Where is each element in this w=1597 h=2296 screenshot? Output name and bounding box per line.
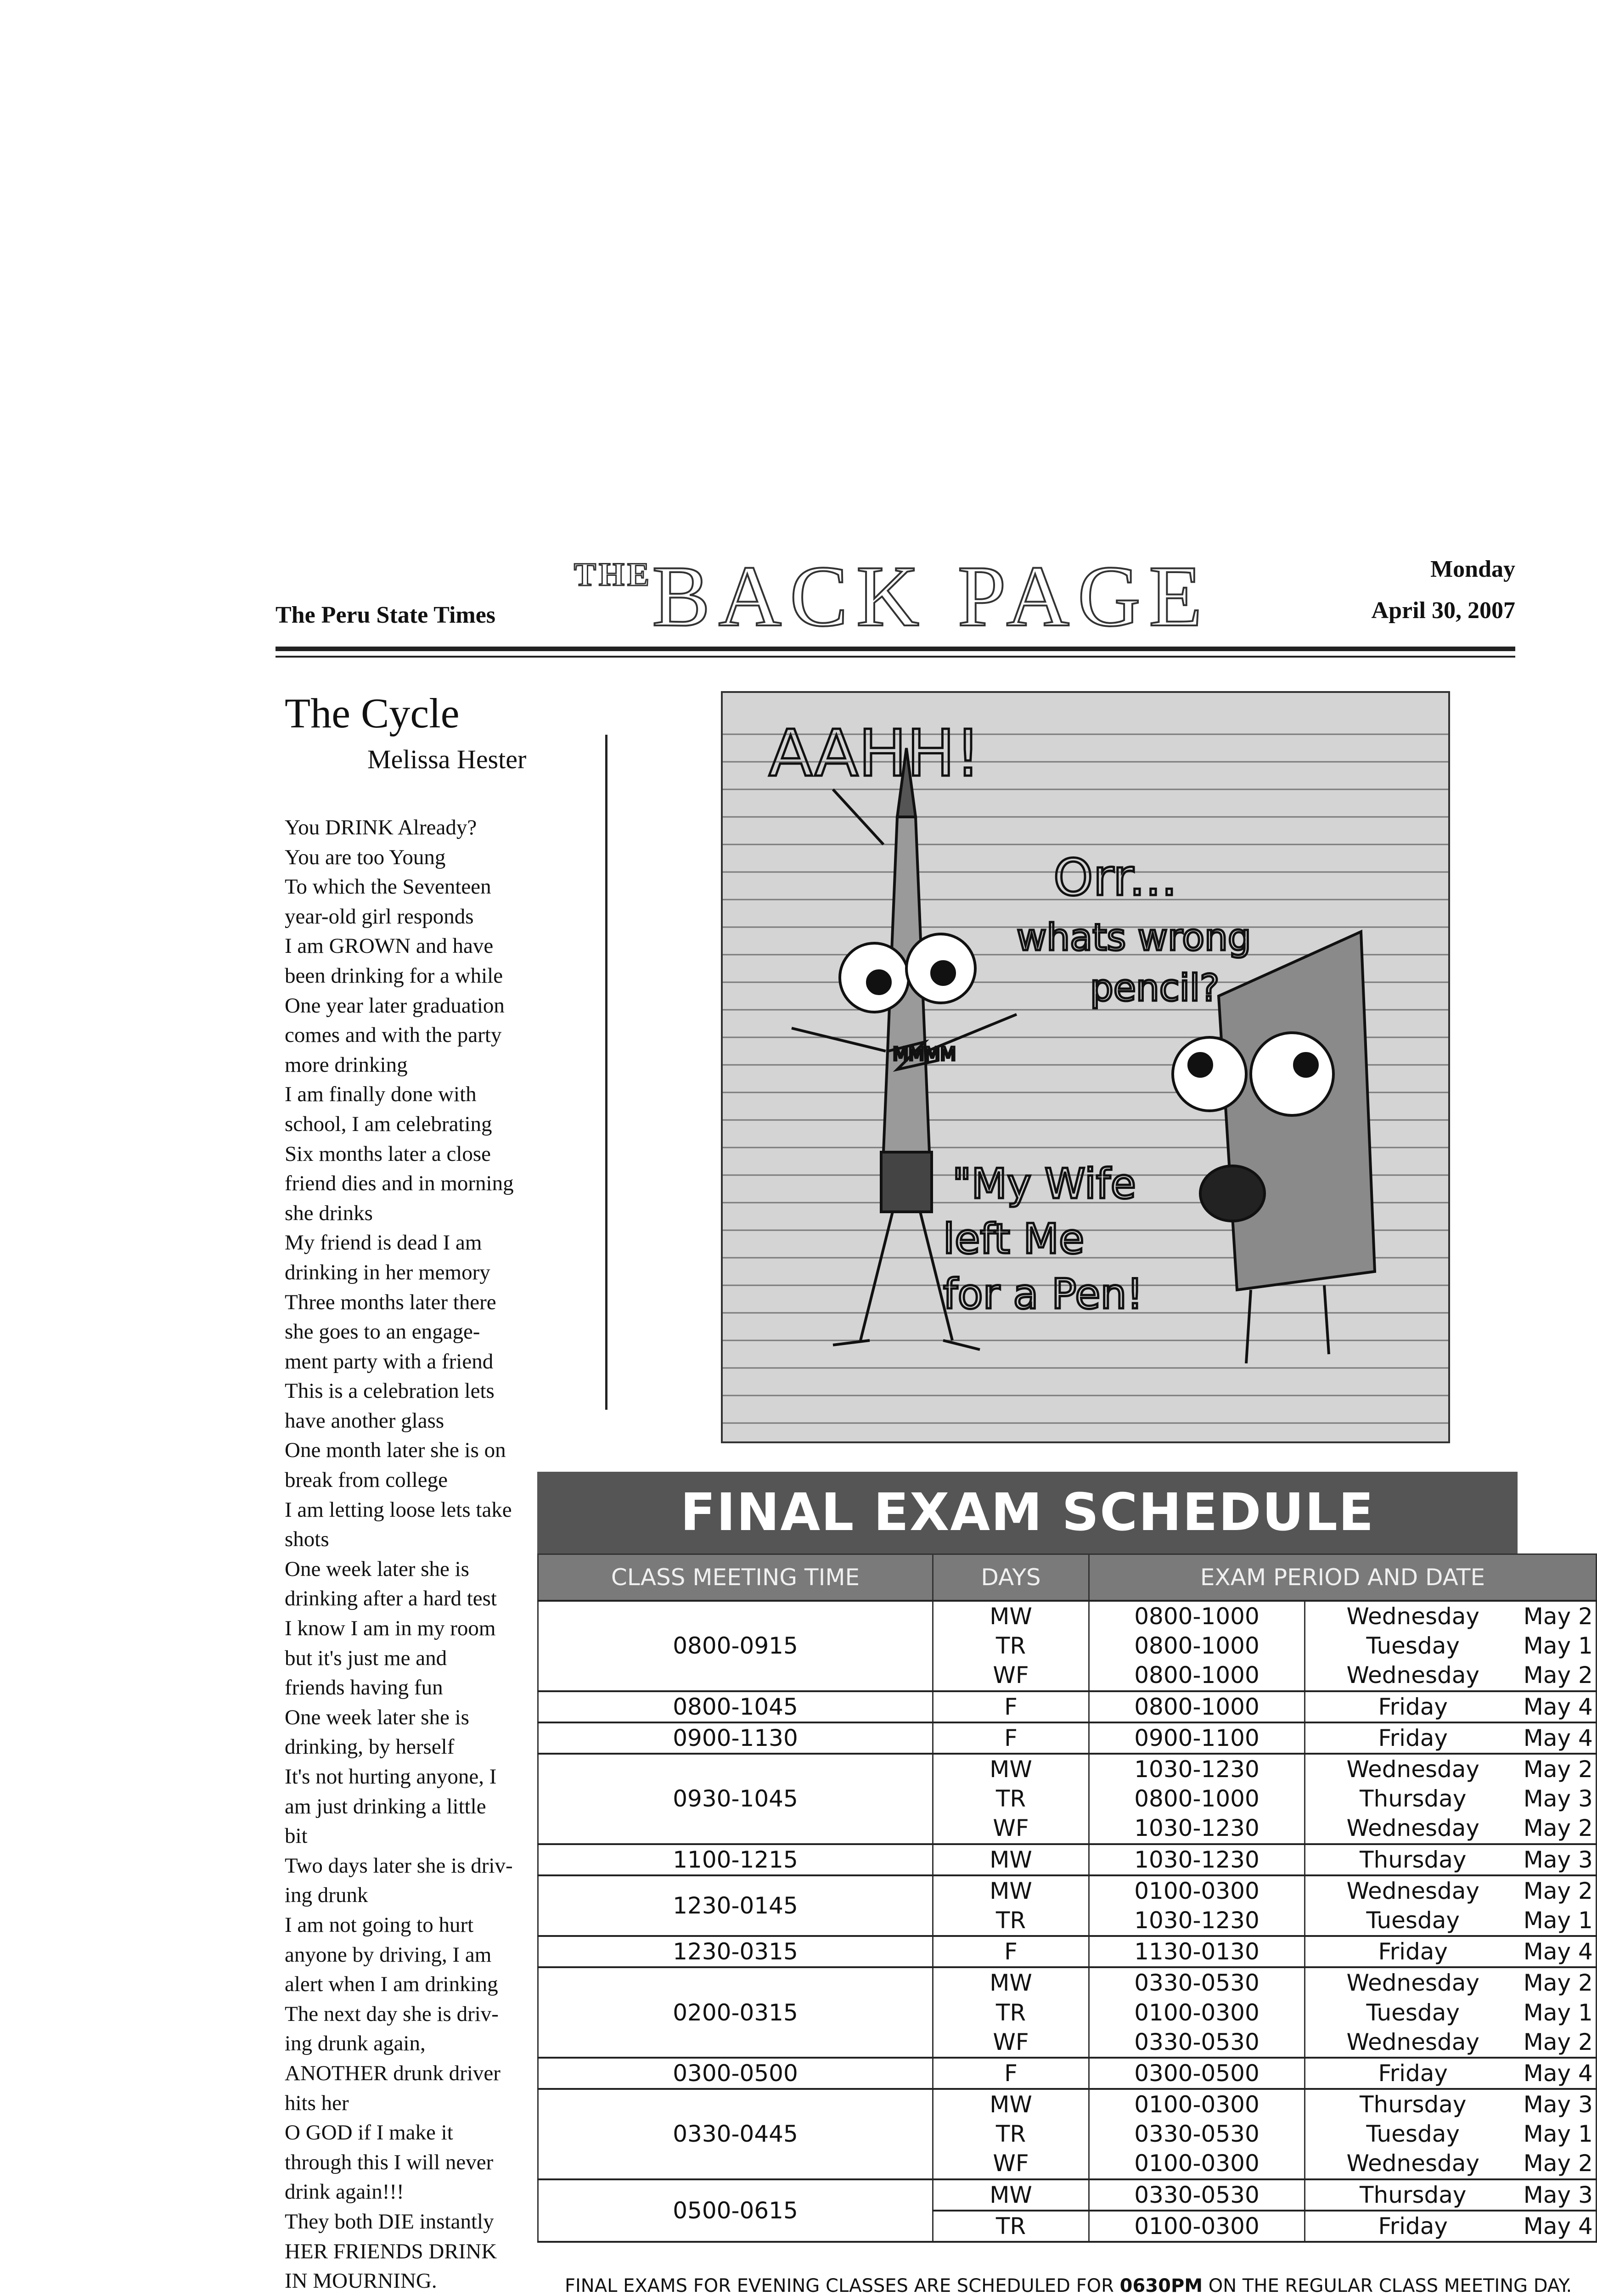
cartoon-text-for-a-pen: for a Pen! <box>943 1270 1143 1318</box>
cartoon-text-my-wife: "My Wife <box>952 1160 1136 1208</box>
exam-time-cell: 0100-0300 <box>1089 1998 1305 2027</box>
schedule-banner: FINAL EXAM SCHEDULE <box>537 1472 1518 1553</box>
days-cell: F <box>933 1936 1089 1967</box>
issue-date: April 30, 2007 <box>1371 597 1515 624</box>
days-cell: TR <box>933 1906 1089 1936</box>
exam-day-cell: Friday <box>1305 1722 1521 1754</box>
poem-line: One month later she is on <box>285 1438 506 1463</box>
poem-line: One week later she is <box>285 1557 469 1581</box>
exam-time-cell: 0300-0500 <box>1089 2058 1305 2089</box>
exam-time-cell: 0900-1100 <box>1089 1722 1305 1754</box>
days-cell: TR <box>933 2119 1089 2149</box>
exam-date-cell: May 2 <box>1521 2149 1597 2179</box>
poem-line: school, I am celebrating <box>285 1112 492 1136</box>
exam-time-cell: 1030-1230 <box>1089 1754 1305 1784</box>
poem-line: My friend is dead I am <box>285 1231 482 1255</box>
cartoon-illustration <box>721 691 1450 1443</box>
paper-name: The Peru State Times <box>276 602 496 628</box>
exam-time-cell: 0100-0300 <box>1089 2149 1305 2179</box>
poem-line: but it's just me and <box>285 1646 447 1670</box>
poem-line: IN MOURNING. <box>285 2269 437 2293</box>
exam-date-cell: May 1 <box>1521 1906 1597 1936</box>
exam-date-cell: May 2 <box>1521 1601 1597 1631</box>
class-meeting-time-cell: 0300-0500 <box>538 2058 933 2089</box>
poem-line: drinking, by herself <box>285 1735 455 1759</box>
exam-time-cell: 0330-0530 <box>1089 2027 1305 2058</box>
poem-body <box>285 813 523 2296</box>
exam-day-cell: Tuesday <box>1305 1631 1521 1660</box>
section-title-prefix: THE <box>574 556 652 593</box>
class-meeting-time-cell: 0900-1130 <box>538 1722 933 1754</box>
schedule-note-text: FINAL EXAMS FOR EVENING CLASSES ARE SCHEDULED FOR <box>565 2275 1120 2296</box>
days-cell: MW <box>933 2089 1089 2119</box>
table-row <box>538 1967 1597 1998</box>
days-cell: MW <box>933 1967 1089 1998</box>
poem-line: friend dies and in morning <box>285 1171 514 1196</box>
exam-time-cell: 0800-1000 <box>1089 1660 1305 1691</box>
class-meeting-time-cell: 1230-0145 <box>538 1875 933 1936</box>
poem-line: drinking after a hard test <box>285 1587 497 1611</box>
exam-day-cell: Wednesday <box>1305 1601 1521 1631</box>
poem-line: ment party with a friend <box>285 1349 494 1373</box>
exam-time-cell: 1130-0130 <box>1089 1936 1305 1967</box>
exam-time-cell: 0800-1000 <box>1089 1601 1305 1631</box>
exam-day-cell: Wednesday <box>1305 2027 1521 2058</box>
poem-line: I am finally done with <box>285 1082 477 1107</box>
poem-line: The next day she is driv- <box>285 2002 499 2026</box>
poem-line: she drinks <box>285 1201 373 1225</box>
exam-date-cell: May 3 <box>1521 1784 1597 1813</box>
header-exam-period: EXAM PERIOD AND DATE <box>1089 1554 1597 1601</box>
exam-date-cell: May 4 <box>1521 2058 1597 2089</box>
poem-line: through this I will never <box>285 2150 494 2174</box>
exam-date-cell: May 2 <box>1521 2027 1597 2058</box>
exam-date-cell: May 2 <box>1521 1660 1597 1691</box>
class-meeting-time-cell: 1230-0315 <box>538 1936 933 1967</box>
exam-time-cell: 0330-0530 <box>1089 1967 1305 1998</box>
class-meeting-time-cell: 1100-1215 <box>538 1844 933 1875</box>
days-cell: WF <box>933 2027 1089 2058</box>
poem-line: ing drunk again, <box>285 2032 426 2056</box>
poem-title: The Cycle <box>285 690 460 737</box>
poem-line: It's not hurting anyone, I <box>285 1765 497 1789</box>
table-row <box>538 2089 1597 2119</box>
poem-line: HER FRIENDS DRINK <box>285 2239 497 2263</box>
exam-day-cell: Wednesday <box>1305 1660 1521 1691</box>
exam-date-cell: May 3 <box>1521 1844 1597 1875</box>
cartoon-drawing <box>723 693 1448 1441</box>
exam-day-cell: Thursday <box>1305 1784 1521 1813</box>
column-divider <box>605 735 607 1410</box>
poem-line: drinking in her memory <box>285 1260 490 1284</box>
poem-line: hits her <box>285 2091 349 2115</box>
exam-day-cell: Tuesday <box>1305 1998 1521 2027</box>
exam-date-cell: May 2 <box>1521 1754 1597 1784</box>
days-cell: TR <box>933 2211 1089 2242</box>
days-cell: F <box>933 2058 1089 2089</box>
schedule-note <box>565 2275 1572 2296</box>
exam-time-cell: 0100-0300 <box>1089 2089 1305 2119</box>
class-meeting-time-cell: 0930-1045 <box>538 1754 933 1844</box>
poem-line: anyone by driving, I am <box>285 1942 492 1967</box>
days-cell: TR <box>933 1784 1089 1813</box>
exam-time-cell: 0800-1000 <box>1089 1631 1305 1660</box>
class-meeting-time-cell: 0500-0615 <box>538 2179 933 2242</box>
days-cell: TR <box>933 1631 1089 1660</box>
exam-date-cell: May 2 <box>1521 1813 1597 1844</box>
exam-day-cell: Friday <box>1305 1936 1521 1967</box>
table-row <box>538 1691 1597 1722</box>
exam-time-cell: 0100-0300 <box>1089 1875 1305 1906</box>
days-cell: F <box>933 1691 1089 1722</box>
poem-line: One year later graduation <box>285 993 505 1018</box>
exam-date-cell: May 3 <box>1521 2179 1597 2211</box>
cartoon-text-left-me: left Me <box>943 1215 1085 1263</box>
exam-date-cell: May 1 <box>1521 1631 1597 1660</box>
masthead <box>276 548 1515 661</box>
poem-line: bit <box>285 1824 308 1848</box>
masthead-rule-thin <box>276 656 1515 658</box>
days-cell: WF <box>933 1813 1089 1844</box>
table-row <box>538 2058 1597 2089</box>
exam-date-cell: May 1 <box>1521 1998 1597 2027</box>
poem-line: I am letting loose lets take <box>285 1497 512 1522</box>
table-row <box>538 2179 1597 2211</box>
days-cell: MW <box>933 1875 1089 1906</box>
exam-date-cell: May 4 <box>1521 2211 1597 2242</box>
poem-line: ANOTHER drunk driver <box>285 2061 500 2085</box>
poem-line: break from college <box>285 1468 448 1492</box>
poem-line: This is a celebration lets <box>285 1379 495 1403</box>
poem-line: I am GROWN and have <box>285 934 494 958</box>
schedule-body <box>538 1601 1597 2242</box>
cartoon-mouth: MMMM <box>893 1044 956 1065</box>
exam-day-cell: Tuesday <box>1305 2119 1521 2149</box>
exam-date-cell: May 3 <box>1521 2089 1597 2119</box>
poem-line: They both DIE instantly <box>285 2209 494 2234</box>
days-cell: MW <box>933 1754 1089 1784</box>
days-cell: MW <box>933 2179 1089 2211</box>
schedule-note-text-end: ON THE REGULAR CLASS MEETING DAY. <box>1203 2275 1572 2296</box>
exam-time-cell: 0330-0530 <box>1089 2119 1305 2149</box>
poem-line: You DRINK Already? <box>285 816 477 839</box>
exam-day-cell: Thursday <box>1305 2179 1521 2211</box>
exam-day-cell: Wednesday <box>1305 2149 1521 2179</box>
class-meeting-time-cell: 0200-0315 <box>538 1967 933 2058</box>
exam-time-cell: 0330-0530 <box>1089 2179 1305 2211</box>
days-cell: MW <box>933 1844 1089 1875</box>
table-row <box>538 1936 1597 1967</box>
exam-day-cell: Wednesday <box>1305 1967 1521 1998</box>
exam-date-cell: May 4 <box>1521 1722 1597 1754</box>
poem-line: shots <box>285 1527 329 1552</box>
poem-line: more drinking <box>285 1052 408 1077</box>
exam-time-cell: 0800-1000 <box>1089 1691 1305 1722</box>
poem-line: Three months later there <box>285 1290 496 1314</box>
exam-day-cell: Friday <box>1305 1691 1521 1722</box>
exam-time-cell: 1030-1230 <box>1089 1844 1305 1875</box>
exam-schedule <box>537 1472 1593 2243</box>
days-cell: TR <box>933 1998 1089 2027</box>
poem-line: To which the Seventeen <box>285 875 491 899</box>
table-row <box>538 1601 1597 1631</box>
exam-day-cell: Wednesday <box>1305 1875 1521 1906</box>
poem-line: year-old girl responds <box>285 904 474 929</box>
days-cell: WF <box>933 1660 1089 1691</box>
header-class-meeting-time: CLASS MEETING TIME <box>538 1554 933 1601</box>
cartoon-text-aahh: AAHH! <box>769 716 981 791</box>
poem-line: have another glass <box>285 1408 444 1433</box>
days-cell: MW <box>933 1601 1089 1631</box>
poem-line: I know I am in my room <box>285 1616 496 1641</box>
table-row <box>538 1844 1597 1875</box>
exam-date-cell: May 2 <box>1521 1875 1597 1906</box>
poem-author: Melissa Hester <box>367 744 527 774</box>
poem-line: alert when I am drinking <box>285 1972 498 1997</box>
days-cell: F <box>933 1722 1089 1754</box>
poem-line: O GOD if I make it <box>285 2121 453 2145</box>
poem-line: Two days later she is driv- <box>285 1853 513 1878</box>
schedule-note-time: 0630PM <box>1119 2275 1203 2296</box>
poem-line: ing drunk <box>285 1883 368 1908</box>
class-meeting-time-cell: 0800-1045 <box>538 1691 933 1722</box>
class-meeting-time-cell: 0800-0915 <box>538 1601 933 1691</box>
exam-day-cell: Thursday <box>1305 2089 1521 2119</box>
masthead-rule <box>276 647 1515 651</box>
table-row <box>538 1722 1597 1754</box>
cartoon-text-whats-wrong: whats wrong <box>1017 916 1251 959</box>
exam-day-cell: Wednesday <box>1305 1754 1521 1784</box>
exam-day-cell: Friday <box>1305 2058 1521 2089</box>
table-row <box>538 1754 1597 1784</box>
exam-day-cell: Tuesday <box>1305 1906 1521 1936</box>
exam-day-cell: Wednesday <box>1305 1813 1521 1844</box>
poem-line: I am not going to hurt <box>285 1913 474 1937</box>
cartoon-text-err: Orr... <box>1053 848 1177 907</box>
schedule-table <box>537 1553 1597 2243</box>
section-title: BACK PAGE <box>652 548 1211 645</box>
poem-line: friends having fun <box>285 1676 443 1700</box>
poem-line: she goes to an engage- <box>285 1320 480 1344</box>
exam-day-cell: Friday <box>1305 2211 1521 2242</box>
exam-time-cell: 0100-0300 <box>1089 2211 1305 2242</box>
exam-date-cell: May 2 <box>1521 1967 1597 1998</box>
issue-day: Monday <box>1430 556 1515 582</box>
table-row <box>538 1875 1597 1906</box>
poem-line: been drinking for a while <box>285 963 503 988</box>
class-meeting-time-cell: 0330-0445 <box>538 2089 933 2179</box>
poem-line: You are too Young <box>285 845 446 869</box>
exam-time-cell: 1030-1230 <box>1089 1813 1305 1844</box>
poem-line: drink again!!! <box>285 2180 404 2204</box>
header-days: DAYS <box>933 1554 1089 1601</box>
schedule-header-row <box>538 1554 1597 1601</box>
days-cell: WF <box>933 2149 1089 2179</box>
poem-line: comes and with the party <box>285 1023 502 1047</box>
exam-day-cell: Thursday <box>1305 1844 1521 1875</box>
exam-time-cell: 0800-1000 <box>1089 1784 1305 1813</box>
exam-date-cell: May 4 <box>1521 1936 1597 1967</box>
poem-line: Six months later a close <box>285 1142 491 1166</box>
poem-line: One week later she is <box>285 1705 469 1729</box>
exam-date-cell: May 1 <box>1521 2119 1597 2149</box>
exam-date-cell: May 4 <box>1521 1691 1597 1722</box>
exam-time-cell: 1030-1230 <box>1089 1906 1305 1936</box>
cartoon-text-pencil: pencil? <box>1090 967 1220 1009</box>
poem-line: am just drinking a little <box>285 1794 486 1818</box>
